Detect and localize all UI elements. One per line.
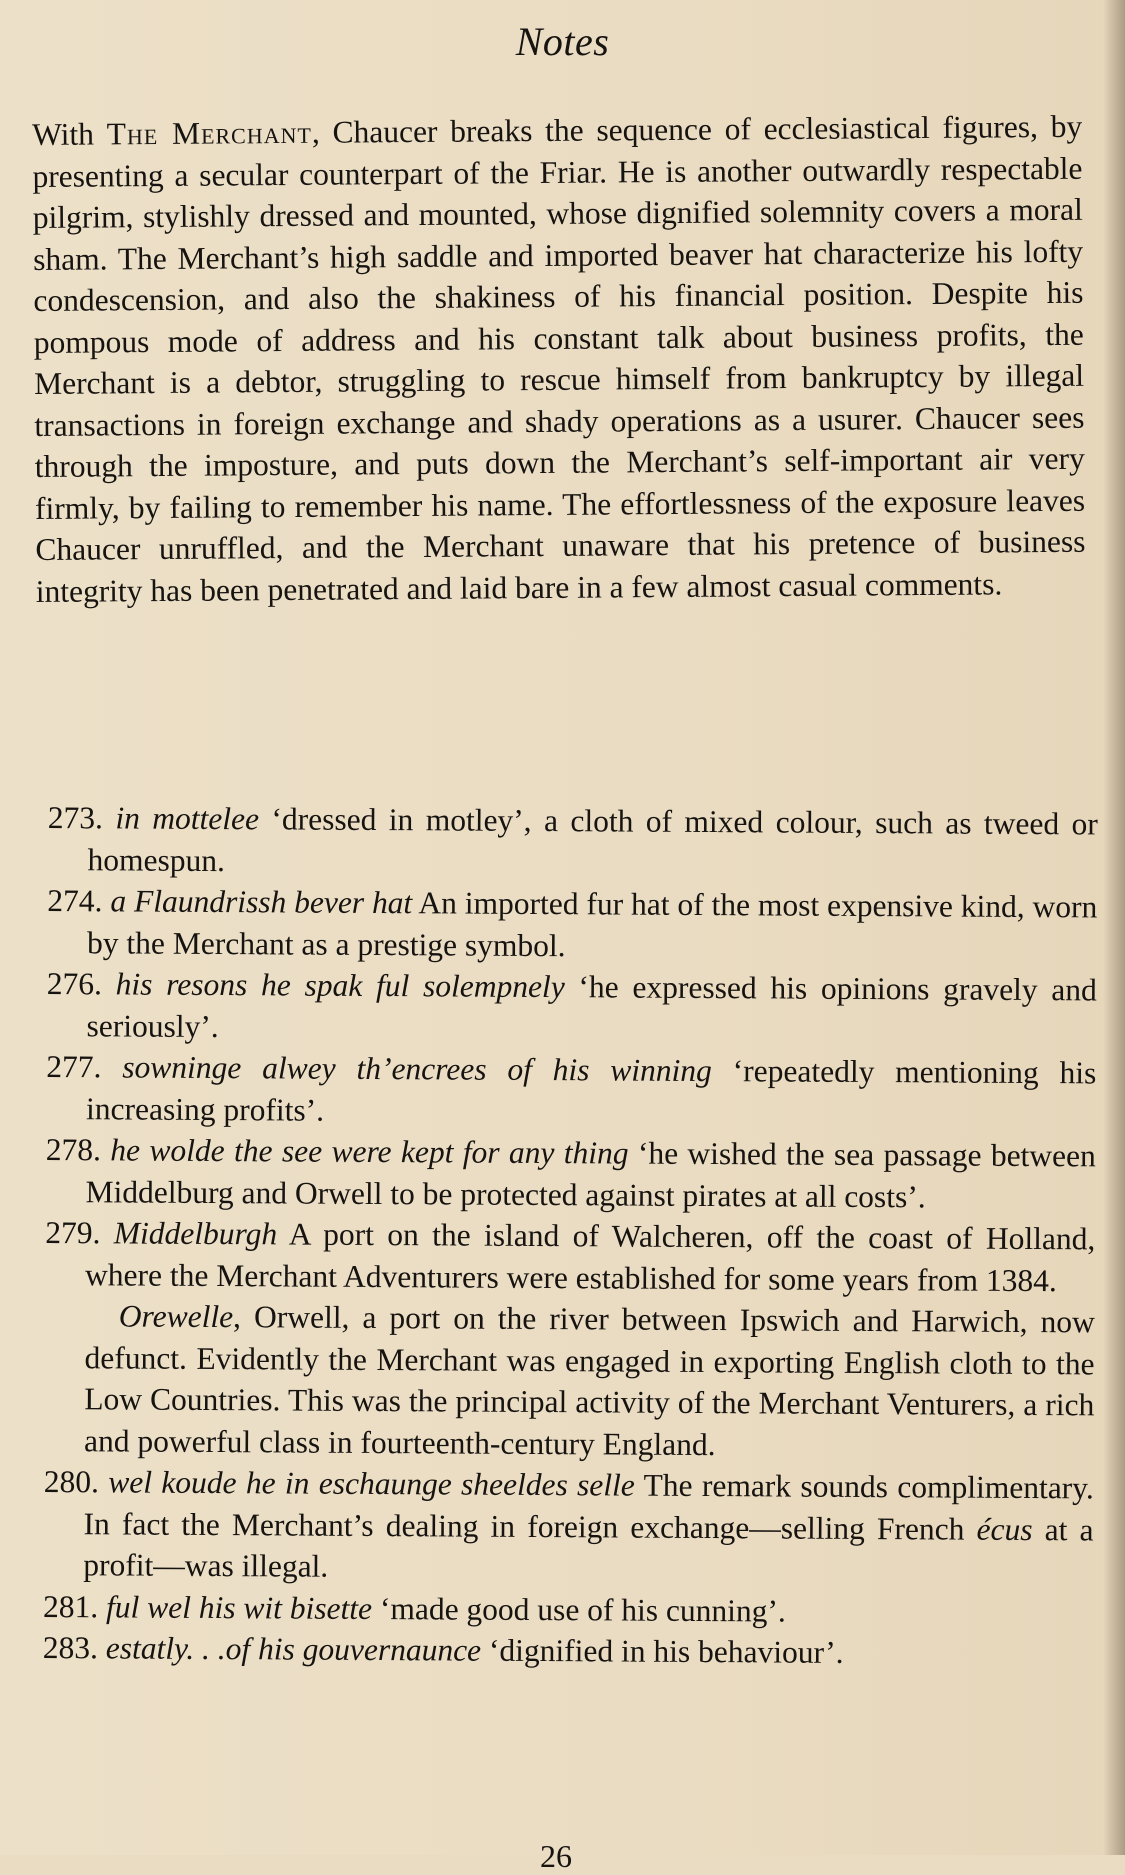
note-gloss: ‘he wished the sea passage between Middelburg and Orwell to be protected against pirates at all costs’. [85, 1135, 1096, 1214]
note-number: 283. [42, 1629, 99, 1666]
note-279 [45, 1212, 1095, 1301]
note-gloss: , Orwell, a port on the river between Ipswich and Harwich, now defunct. Evidently the Merchant was engaged in exporting English cloth to the Low Countries. This was the principal activity of the Merchant Venturers, a rich and powerful class in fourteenth-century England. [83, 1299, 1095, 1462]
note-gloss: ‘repeatedly mentioning his increasing profits’. [85, 1053, 1097, 1128]
note-lemma: a Flaundrissh bever hat [110, 883, 413, 921]
note-274 [47, 880, 1097, 969]
note-gloss: ‘made good use of his cunning’. [379, 1590, 786, 1629]
note-281 [43, 1585, 1093, 1633]
note-number: 273. [47, 799, 104, 836]
note-277 [46, 1046, 1096, 1135]
note-number: 274. [47, 882, 103, 919]
note-gloss: A port on the island of Walcheren, off the coast of Holland, where the Merchant Adventurers were established for some years from 1384. [84, 1216, 1096, 1298]
note-280 [43, 1461, 1094, 1592]
note-lemma: his resons he spak ful solempnely [115, 966, 565, 1005]
note-number: 279. [45, 1214, 101, 1251]
note-278 [45, 1129, 1095, 1218]
note-lemma: ful wel his wit bisette [105, 1588, 373, 1626]
note-number: 276. [46, 965, 103, 1002]
note-gloss: The remark sounds complimentary. In fact the Merchant’s dealing in foreign exchange—selling French [83, 1467, 1094, 1547]
note-lemma: sowninge alwey th’encrees of his winning [122, 1049, 712, 1089]
note-279-continuation [44, 1295, 1095, 1467]
note-gloss: ‘he expressed his opinions gravely and seriously’. [86, 969, 1097, 1044]
note-gloss-italic: écus [976, 1511, 1033, 1547]
note-283 [43, 1627, 1093, 1675]
note-lemma: Orewelle [118, 1298, 234, 1335]
note-gloss: ‘dressed in motley’, a cloth of mixed colour, such as tweed or homespun. [87, 801, 1098, 878]
note-gloss: ‘dignified in his behaviour’. [488, 1632, 844, 1670]
note-gloss: An imported fur hat of the most expensive kind, worn by the Merchant as a prestige symbol. [87, 885, 1098, 963]
intro-character-name: The Merchant [106, 114, 313, 151]
note-273 [47, 797, 1097, 886]
note-lemma: he wolde the see were kept for any thing [110, 1132, 629, 1171]
note-lemma: wel koude he in eschaunge sheeldes selle [108, 1464, 635, 1503]
note-number: 281. [42, 1588, 99, 1624]
notes-list [43, 797, 1098, 1675]
intro-lead: With [32, 116, 95, 152]
note-lemma: in mottelee [115, 800, 260, 837]
note-number: 278. [45, 1131, 102, 1168]
page-number: 26 [540, 1838, 572, 1874]
page-edge-shadow [1103, 0, 1125, 1855]
note-gloss: at a profit—was illegal. [83, 1511, 1094, 1584]
note-number: 277. [46, 1048, 102, 1085]
intro-paragraph [32, 105, 1086, 611]
note-lemma: Middelburgh [113, 1215, 278, 1252]
page-title: Notes [515, 19, 610, 64]
note-number: 280. [43, 1463, 100, 1500]
intro-text: , Chaucer breaks the sequence of ecclesiastical figures, by presenting a secular counterpart of the Friar. He is another outwardly respectable pilgrim, stylishly dressed and mounted, whose dignified solemnity covers a moral sham. The Merchant’s high saddle and imported beaver hat characterize his lofty condescension, and also the shakiness of his financial position. Despite his pompous mode of address and his constant talk about business profits, the Merchant is a debtor, struggling to rescue himself from bankruptcy by illegal transactions in foreign exchange and shady operations as a usurer. Chaucer sees through the imposture, and puts down the Merchant’s self-important air very firmly, by failing to remember his name. The effortlessness of the exposure leaves Chaucer unruffled, and the Merchant unaware that his pretence of business integrity has been penetrated and laid bare in a few almost casual comments. [32, 108, 1086, 608]
note-276 [46, 963, 1096, 1052]
note-lemma: estatly. . .of his gouvernaunce [105, 1630, 482, 1668]
